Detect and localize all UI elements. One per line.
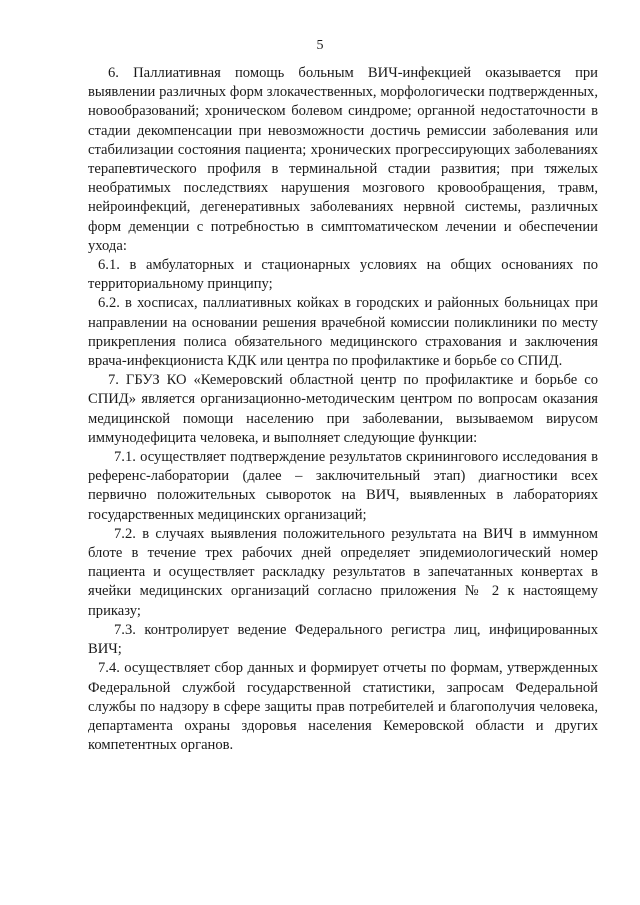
paragraph-7-3: 7.3. контролирует ведение Федерального регистра лиц, инфицированных ВИЧ; <box>88 621 598 658</box>
document-body <box>88 64 598 755</box>
paragraph-7-1: 7.1. осуществляет подтверждение результатов скринингового исследования в референс-лаборатории (далее – заключительный этап) диагностики всех первично положительных сывороток на ВИЧ, выявленных в лабораториях государственных медицинских организаций; <box>88 449 598 523</box>
page-number: 5 <box>316 38 324 53</box>
paragraph-7-2: 7.2. в случаях выявления положительного результата на ВИЧ в иммунном блоте в течение трех рабочих дней определяет эпидемиологический номер пациента и осуществляет раскладку результатов в запечатанных конвертах в ячейки медицинских организаций согласно приложения № 2 к настоящему приказу; <box>88 525 598 619</box>
paragraph-6-1: 6.1. в амбулаторных и стационарных условиях на общих основаниях по территориальному принципу; <box>88 257 598 293</box>
paragraph-6: 6. Паллиативная помощь больным ВИЧ-инфекцией оказывается при выявлении различных форм злокачественных, морфологически подтвержденных, новообразований; хроническом болевом синдроме; органной недостаточности в стадии декомпенсации при невозможности достичь ремиссии заболевания или стабилизации состояния пациента; хронических прогрессирующих заболеваниях терапевтического профиля в терминальной стадии развития; при тяжелых необратимых последствиях нарушения мозгового кровообращения, травм, нейроинфекций, дегенеративных заболеваниях нервной системы, различных форм деменции с потребностью в симптоматическом лечении и обеспечении ухода: <box>88 65 598 254</box>
paragraph-7: 7. ГБУЗ КО «Кемеровский областной центр по профилактике и борьбе со СПИД» является организационно-методическим центром по вопросам оказания медицинской помощи населению при заболевании, вызываемом вирусом иммунодефицита человека, и выполняет следующие функции: <box>88 372 598 446</box>
paragraph-7-4: 7.4. осуществляет сбор данных и формирует отчеты по формам, утвержденных Федеральной службой государственной статистики, запросам Федеральной службы по надзору в сфере защиты прав потребителей и благополучия человека, департамента охраны здоровья населения Кемеровской области и других компетентных органов. <box>88 660 598 754</box>
paragraph-6-2: 6.2. в хосписах, паллиативных койках в городских и районных больницах при направлении на основании решения врачебной комиссии поликлиники по месту прикрепления полиса обязательного медицинского страхования и заключения врача-инфекциониста КДК или центра по профилактике и борьбе со СПИД. <box>88 295 598 370</box>
